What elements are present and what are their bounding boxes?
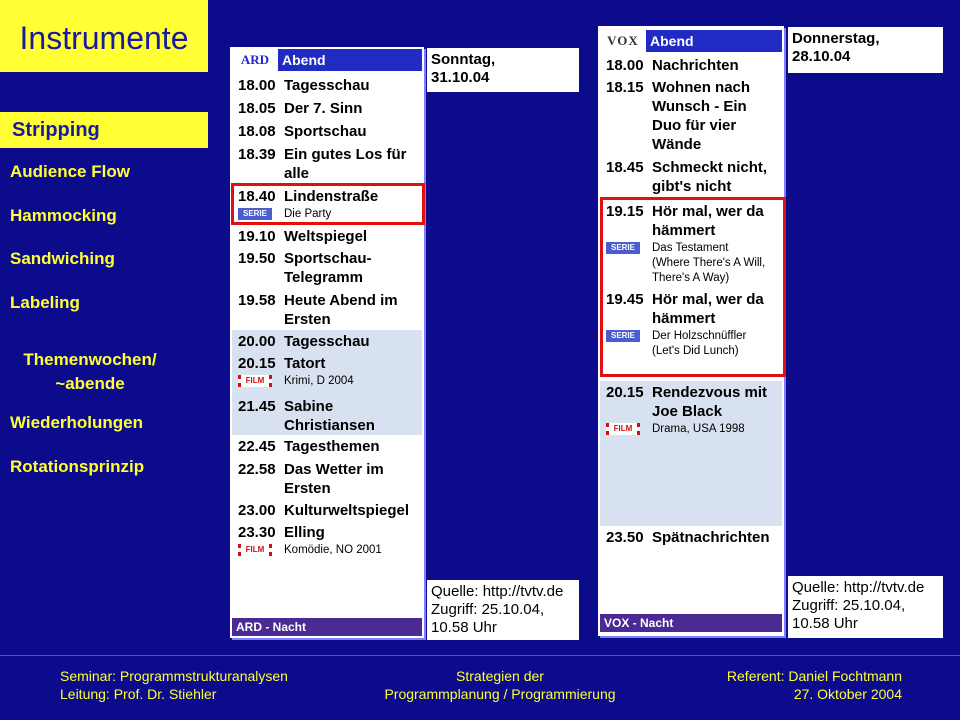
ard-program-time: 19.10 <box>238 228 276 245</box>
vox-program-time: 23.50 <box>606 529 644 546</box>
ard-program-subtitle: Krimi, D 2004 <box>284 375 354 387</box>
vox-program-row[interactable] <box>600 156 782 194</box>
ard-program-subtitle: Die Party <box>284 208 332 220</box>
vox-program-title: Hör mal, wer da <box>652 291 764 308</box>
ard-program-time: 18.08 <box>238 123 276 140</box>
ard-highlight-box <box>231 183 425 225</box>
film-badge-icon: FILM <box>238 544 272 556</box>
ard-program-row[interactable] <box>232 289 422 329</box>
vox-program-title: Schmeckt nicht, <box>652 159 768 176</box>
vox-program-title: Spätnachrichten <box>652 529 770 546</box>
vox-program-title: Joe Black <box>652 403 723 420</box>
vox-program-row[interactable] <box>600 76 782 156</box>
ard-program-title: Tagesthemen <box>284 438 380 455</box>
ard-program-title: Elling <box>284 524 325 541</box>
ard-program-time: 23.30 <box>238 524 276 541</box>
ard-abend-label: Abend <box>278 49 422 71</box>
vox-highlight-box <box>600 197 786 377</box>
ard-program-time: 19.50 <box>238 250 276 267</box>
vox-program-row[interactable] <box>600 54 782 76</box>
footer-seminar-line1: Seminar: Programmstrukturanalysen <box>60 668 288 684</box>
vox-program-title: gibt's nicht <box>652 178 732 195</box>
ard-date-value: 31.10.04 <box>431 69 490 86</box>
ard-date-day: Sonntag, <box>431 51 496 68</box>
ard-program-time: 18.05 <box>238 100 276 117</box>
vox-program-title: hämmert <box>652 222 716 239</box>
slide-title: Instrumente <box>0 0 208 72</box>
footer-topic <box>350 667 650 703</box>
footer-divider <box>0 655 960 656</box>
vox-program-time: 19.45 <box>606 291 644 308</box>
ard-program-row[interactable] <box>232 395 422 435</box>
ard-program-time: 22.45 <box>238 438 276 455</box>
ard-program-row[interactable] <box>232 458 422 499</box>
vox-program-title: Hör mal, wer da <box>652 203 764 220</box>
ard-program-time: 23.00 <box>238 502 276 519</box>
ard-program-title: Lindenstraße <box>284 188 379 205</box>
vox-program-subtitle: Der Holzschnüffler <box>652 330 747 342</box>
ard-program-time: 20.00 <box>238 333 276 350</box>
vox-program-title: Wohnen nach <box>652 79 751 96</box>
sidebar-item-themenwochen-line1: Themenwochen/ <box>23 350 157 369</box>
ard-program-row[interactable] <box>232 352 422 395</box>
sidebar-item-wiederholungen[interactable]: Wiederholungen <box>10 413 144 432</box>
ard-program-title: Der 7. Sinn <box>284 100 363 117</box>
vox-program-subtitle: (Let's Did Lunch) <box>652 345 739 357</box>
ard-program-title: Tatort <box>284 355 326 372</box>
vox-program-row[interactable] <box>600 381 782 526</box>
ard-program-row[interactable] <box>232 74 422 97</box>
vox-program-title: Wände <box>652 136 702 153</box>
vox-source-note <box>788 576 943 638</box>
vox-program-time: 18.00 <box>606 57 644 74</box>
ard-program-title: Kulturweltspiegel <box>284 502 410 519</box>
sidebar-item-rotationsprinzip[interactable]: Rotationsprinzip <box>10 457 145 476</box>
ard-source-note <box>427 580 579 640</box>
ard-listing <box>230 47 424 638</box>
vox-program-title: Rendezvous mit <box>652 384 768 401</box>
vox-program-title: hämmert <box>652 310 716 327</box>
ard-program-row[interactable] <box>232 247 422 289</box>
ard-header <box>232 49 422 71</box>
vox-nacht-bar[interactable]: VOX - Nacht <box>600 614 782 632</box>
ard-program-time: 18.00 <box>238 77 276 94</box>
footer-seminar <box>60 667 288 703</box>
vox-program-subtitle: There's A Way) <box>652 272 730 284</box>
ard-program-title: Das Wetter im <box>284 461 384 478</box>
vox-logo: VOX <box>602 31 644 51</box>
film-badge-icon: FILM <box>606 423 640 435</box>
ard-program-title: Weltspiegel <box>284 228 368 245</box>
ard-program-title: Ersten <box>284 311 331 328</box>
ard-source-line2: Zugriff: 25.10.04, <box>431 601 545 618</box>
ard-program-title: Tagesschau <box>284 333 370 350</box>
ard-program-time: 21.45 <box>238 398 276 415</box>
footer-referent-line1: Referent: Daniel Fochtmann <box>726 668 902 684</box>
ard-program-time: 19.58 <box>238 292 276 309</box>
ard-program-time: 18.39 <box>238 146 276 163</box>
vox-source-line1: Quelle: http://tvtv.de <box>792 579 925 596</box>
ard-logo: ARD <box>234 50 276 70</box>
ard-program-title: Sportschau- <box>284 250 372 267</box>
serie-badge-icon: SERIE <box>238 208 272 220</box>
ard-program-row[interactable] <box>232 120 422 143</box>
ard-source-line1: Quelle: http://tvtv.de <box>431 583 564 600</box>
vox-program-row[interactable] <box>600 526 782 548</box>
ard-program-time: 20.15 <box>238 355 276 372</box>
vox-date-note <box>788 27 943 73</box>
sidebar-item-audience-flow[interactable]: Audience Flow <box>10 162 130 181</box>
vox-source-line3: 10.58 Uhr <box>792 615 858 632</box>
film-badge-icon: FILM <box>238 375 272 387</box>
ard-program-title: Heute Abend im <box>284 292 398 309</box>
sidebar-item-themenwochen[interactable] <box>5 348 175 396</box>
vox-program-subtitle: Das Testament <box>652 242 729 254</box>
vox-program-time: 20.15 <box>606 384 644 401</box>
ard-program-row[interactable] <box>232 499 422 521</box>
sidebar-item-labeling[interactable]: Labeling <box>10 293 80 312</box>
vox-program-time: 18.45 <box>606 159 644 176</box>
ard-source-line3: 10.58 Uhr <box>431 619 497 636</box>
vox-program-title: Duo für vier <box>652 117 737 134</box>
sidebar-item-hammocking[interactable]: Hammocking <box>10 206 117 225</box>
ard-program-title: Sabine <box>284 398 334 415</box>
ard-program-title: Ersten <box>284 480 331 497</box>
ard-program-time: 18.40 <box>238 188 276 205</box>
ard-nacht-bar[interactable]: ARD - Nacht <box>232 618 422 636</box>
vox-abend-label: Abend <box>646 30 782 52</box>
vox-date-value: 28.10.04 <box>792 48 851 65</box>
vox-program-subtitle: Drama, USA 1998 <box>652 423 745 435</box>
ard-date-note <box>427 48 579 92</box>
ard-program-title: Christiansen <box>284 417 375 434</box>
vox-program-title: Nachrichten <box>652 57 739 74</box>
ard-program-row[interactable] <box>232 330 422 352</box>
vox-program-time: 18.15 <box>606 79 644 96</box>
ard-program-title: alle <box>284 165 310 182</box>
vox-source-line2: Zugriff: 25.10.04, <box>792 597 906 614</box>
serie-badge-icon: SERIE <box>606 242 640 254</box>
ard-program-title: Telegramm <box>284 269 363 286</box>
ard-program-row[interactable] <box>232 521 422 565</box>
footer-seminar-line2: Leitung: Prof. Dr. Stiehler <box>60 686 217 702</box>
ard-program-row[interactable] <box>232 225 422 247</box>
ard-program-row[interactable] <box>232 97 422 120</box>
footer-topic-line1: Strategien der <box>456 668 544 684</box>
ard-program-subtitle: Komödie, NO 2001 <box>284 544 382 556</box>
vox-header <box>600 30 782 52</box>
footer-referent-line2: 27. Oktober 2004 <box>793 686 902 702</box>
vox-program-subtitle: (Where There's A Will, <box>652 257 766 269</box>
vox-program-title: Wunsch - Ein <box>652 98 747 115</box>
ard-program-row[interactable] <box>232 435 422 458</box>
ard-program-row[interactable] <box>232 143 422 185</box>
serie-badge-icon: SERIE <box>606 330 640 342</box>
ard-program-time: 22.58 <box>238 461 276 478</box>
footer-referent <box>727 667 902 703</box>
sidebar-item-themenwochen-line2: ~abende <box>55 374 125 393</box>
vox-program-time: 19.15 <box>606 203 644 220</box>
ard-program-title: Tagesschau <box>284 77 370 94</box>
footer-topic-line2: Programmplanung / Programmierung <box>384 686 616 702</box>
sidebar-item-stripping[interactable]: Stripping <box>0 112 208 148</box>
ard-program-title: Ein gutes Los für <box>284 146 407 163</box>
sidebar-item-sandwiching[interactable]: Sandwiching <box>10 249 115 268</box>
vox-date-day: Donnerstag, <box>792 30 880 47</box>
ard-program-title: Sportschau <box>284 123 367 140</box>
